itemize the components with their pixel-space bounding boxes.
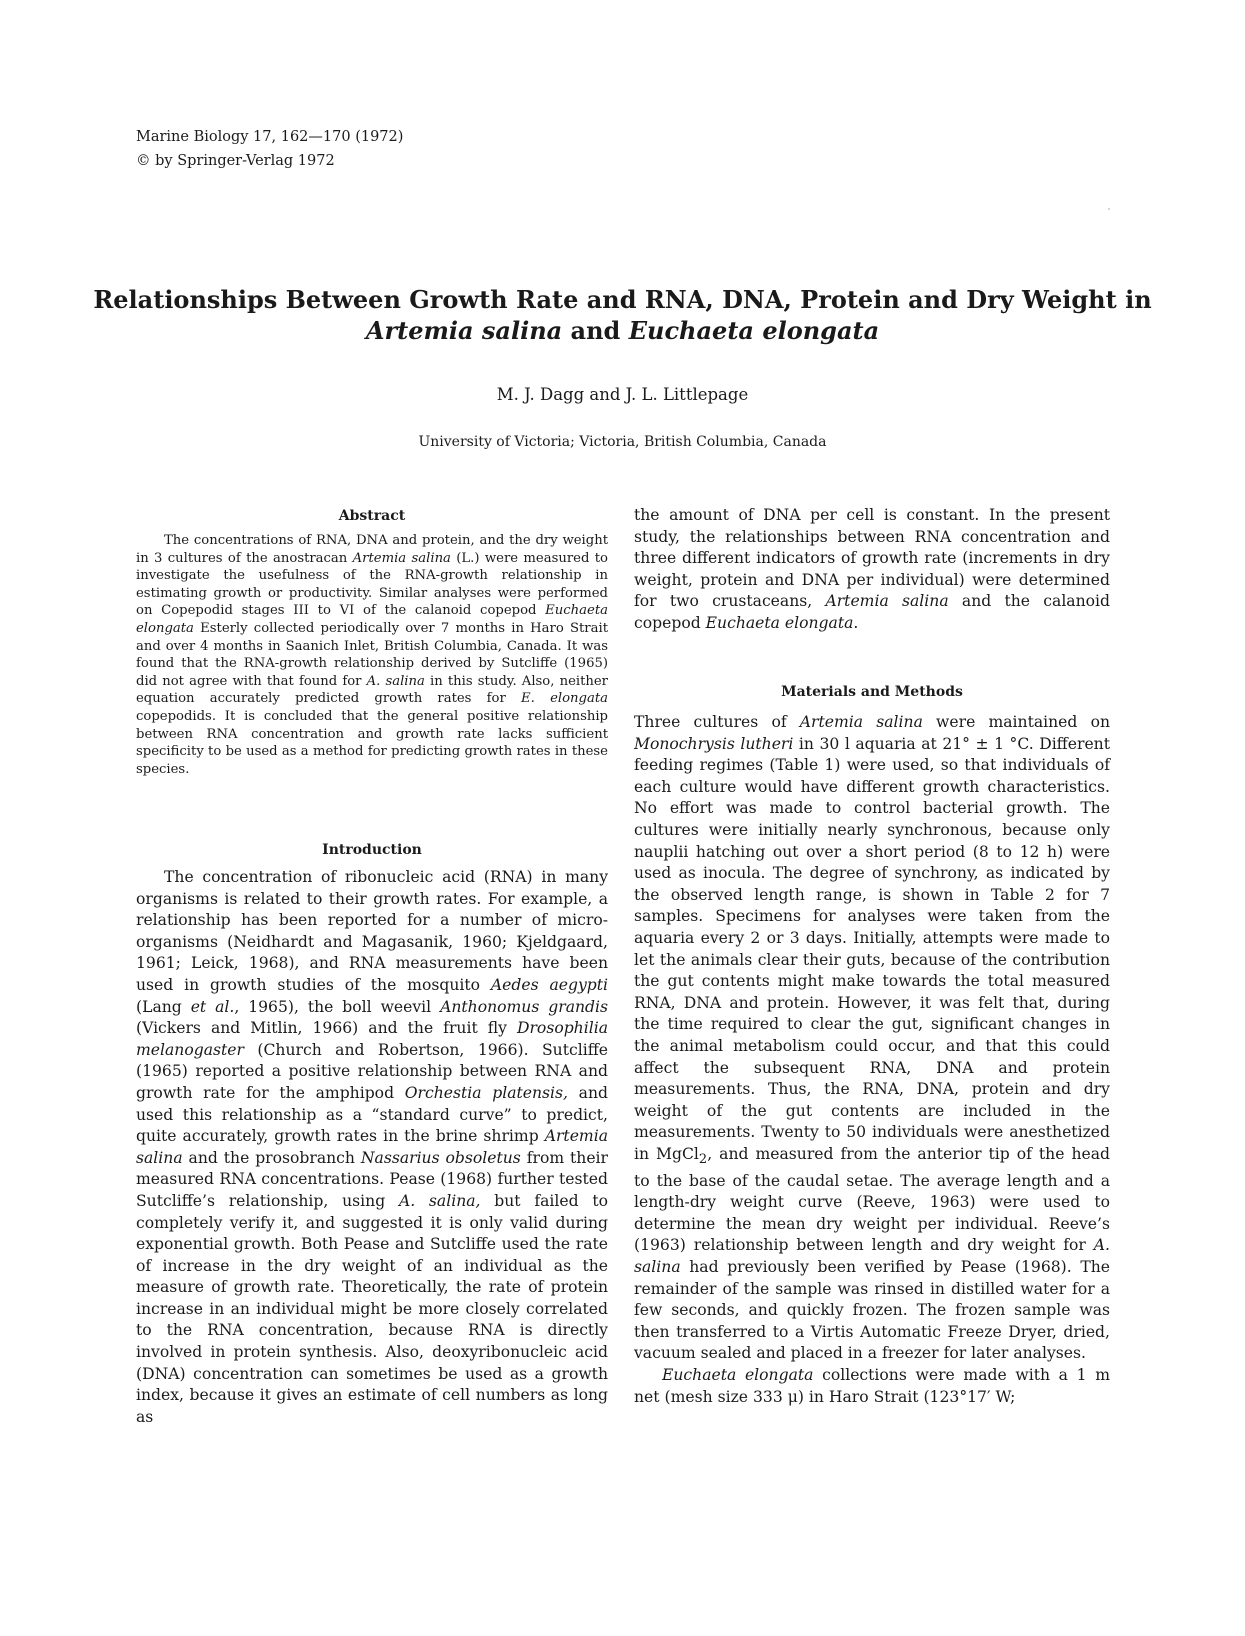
intro-text: the amount of DNA per cell is constant. In the present study, the relationships between RNA concentration and three different indicators of growth rate (increments in dry weight, protein and DNA per individual) were determined for two crustaceans, (634, 506, 1110, 611)
intro-italic: A. salina, (398, 1191, 481, 1210)
intro-italic: et al. (190, 997, 235, 1016)
intro-text: and the calanoid copepod (634, 592, 1111, 632)
scan-speck (1108, 208, 1110, 210)
intro-italic: Aedes aegypti (490, 975, 608, 994)
methods-paragraph-2 (634, 1365, 1110, 1408)
methods-italic: Monochrysis lutheri (634, 734, 794, 753)
introduction-heading: Introduction (322, 842, 422, 858)
methods-heading: Materials and Methods (781, 684, 963, 700)
abstract-text: copepodids. It is concluded that the general positive relationship between RNA concentration and growth rate lacks sufficient specificity to be used as a method for predicting growth rates in these species. (136, 708, 608, 777)
introduction-paragraph (136, 867, 608, 1428)
affiliation: University of Victoria; Victoria, British Columbia, Canada (418, 434, 827, 450)
abstract-text: Esterly collected periodically over 7 months in Haro Strait and over 4 months in Saanich Inlet, British Columbia, Canada. It was found that the RNA-growth relationship derived by Sutcliffe (1965) did not agree with that found for (136, 620, 608, 689)
abstract-italic: E. elongata (521, 691, 608, 707)
intro-italic: Nassarius obsoletus (360, 1148, 521, 1167)
intro-italic: Drosophilia melanogaster (136, 1019, 608, 1059)
intro-italic: Artemia salina (825, 592, 949, 611)
authors: M. J. Dagg and J. L. Littlepage (496, 385, 749, 404)
intro-text: The concentration of ribonucleic acid (RNA) in many organisms is related to their growth rates. For example, a relationship has been reported for a number of micro-organisms (Neidhardt and Magasanik, 1960; Kjeldgaard, 1961; Leick, 1968), and RNA measurements have been used in growth studies of the mosquito (136, 868, 608, 994)
journal-header (136, 125, 403, 173)
abstract-text: in this study. Also, neither equation accurately predicted growth rates for (136, 673, 608, 707)
intro-text: and the prosobranch (182, 1148, 361, 1167)
journal-citation: Marine Biology 17, 162—170 (1972) (136, 129, 404, 145)
methods-text: collections were made with a 1 m net (mesh size 333 μ) in Haro Strait (123°17′ W; (634, 1365, 1110, 1406)
methods-italic: A. salina (634, 1236, 1110, 1276)
introduction-continued-paragraph (634, 505, 1110, 635)
methods-italic: Artemia salina (799, 713, 923, 731)
intro-text: from their measured RNA concentrations. Pease (1968) further tested Sutcliffe’s relationship, using (136, 1148, 608, 1210)
title-species-2: Euchaeta elongata (628, 316, 880, 345)
intro-italic: Anthonomus grandis (440, 997, 609, 1016)
abstract-italic: Euchaeta elongata (136, 603, 608, 636)
paper-title (60, 284, 1185, 346)
methods-italic: Euchaeta elongata (662, 1365, 814, 1384)
intro-italic: Euchaeta elongata (705, 613, 854, 632)
methods-text: in 30 l aquaria at 21° ± 1 °C. Different feeding regimes (Table 1) were used, so that individuals of each culture would have different growth characteristics. No effort was made to control bacterial growth. The cultures were initially nearly synchronous, because only nauplii hatching out over a short period (8 to 12 h) were used as inocula. The degree of synchrony, as indicated by the observed length range, is shown in Table 2 for 7 samples. Specimens for analyses were taken from the aquaria every 2 or 3 days. Initially, attempts were made to let the animals clear their guts, because of the contribution the gut contents might make towards the total measured RNA, DNA and protein. However, it was felt that, during the time required to clear the gut, significant changes in the animal metabolism could occur, and that this could affect the subsequent RNA, DNA and protein measurements. Thus, the RNA, DNA, protein and dry weight of the gut contents are included in the measurements. Twenty to 50 individuals were anesthetized in MgCl (634, 734, 1110, 1163)
intro-text: (Church and Robertson, 1966). Sutcliffe (1965) reported a positive relationship between RNA and growth rate for the amphipod (136, 1040, 608, 1102)
intro-text: but failed to completely verify it, and suggested it is only valid during exponential growth. Both Pease and Sutcliffe used the rate of increase in the dry weight of an individual as the measure of growth rate. Theoretically, the rate of protein increase in an individual might be more closely correlated to the RNA concentration, because RNA is directly involved in protein synthesis. Also, deoxyribonucleic acid (DNA) concentration can sometimes be used as a growth index, because it gives an estimate of cell numbers as long as (136, 1191, 608, 1426)
title-line-2 (60, 315, 1185, 346)
methods-text: Three cultures of (634, 713, 800, 731)
introduction-continued (634, 505, 1110, 635)
abstract-paragraph (136, 532, 608, 778)
intro-text: (Vickers and Mitlin, 1966) and the fruit fly (136, 1019, 517, 1038)
intro-text: . (853, 613, 859, 632)
intro-text: (Lang (136, 997, 191, 1016)
journal-copyright: © by Springer-Verlag 1972 (136, 153, 335, 169)
abstract-text: (L.) were measured to investigate the usefulness of the RNA-growth relationship in estimating growth or productivity. Similar analyses were performed on Copepodid stages III to VI of the calanoid copepod (136, 550, 608, 619)
intro-italic: Orchestia platensis, (404, 1083, 568, 1102)
abstract-italic: A. salina (366, 673, 425, 689)
title-species-1: Artemia salina (365, 316, 563, 345)
abstract-italic: Artemia salina (352, 550, 451, 566)
methods-text: were maintained on (922, 713, 1110, 731)
methods-text: , and measured from the anterior tip of the head to the base of the caudal setae. The average length and a length-dry weight curve (Reeve, 1963) were used to determine the mean dry weight per individual. Reeve’s (1963) relationship between length and dry weight for (634, 1144, 1111, 1255)
abstract-body (136, 532, 608, 778)
methods-body (634, 712, 1110, 1408)
introduction-body (136, 867, 608, 1428)
methods-subscript: 2 (698, 1151, 708, 1167)
methods-text: had previously been verified by Pease (1968). The remainder of the sample was rinsed in distilled water for a few seconds, and quickly frozen. The frozen sample was then transferred to a Virtis Automatic Freeze Dryer, dried, vacuum sealed and placed in a freezer for later analyses. (634, 1257, 1110, 1363)
title-line-1: Relationships Between Growth Rate and RNA, DNA, Protein and Dry Weight in (93, 285, 1152, 314)
intro-text: , 1965), the boll weevil (234, 997, 441, 1016)
methods-paragraph-1 (634, 712, 1110, 1365)
intro-italic: Artemia salina (136, 1127, 608, 1167)
abstract-heading: Abstract (338, 508, 406, 524)
title-and: and (562, 316, 629, 345)
intro-text: and used this relationship as a “standard curve” to predict, quite accurately, growth rates in the brine shrimp (136, 1083, 608, 1146)
abstract-text: The concentrations of RNA, DNA and protein, and the dry weight in 3 cultures of the anostracan (136, 533, 608, 566)
